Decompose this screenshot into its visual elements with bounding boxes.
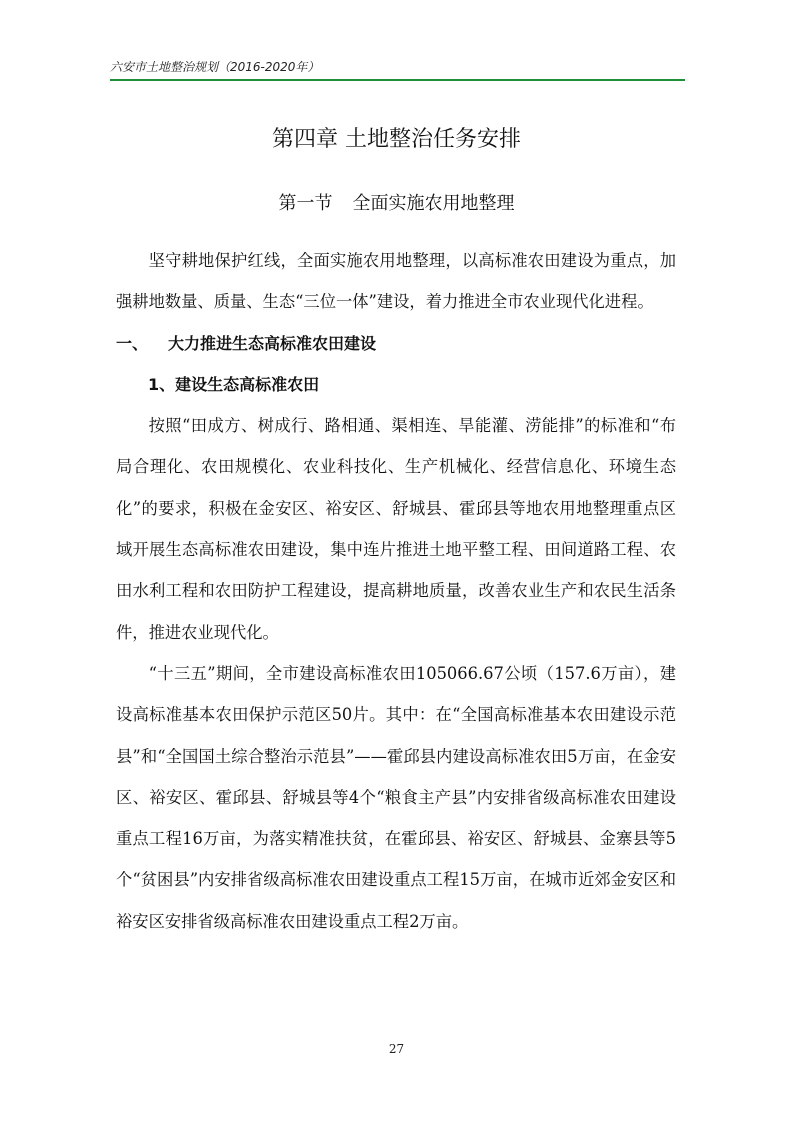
page-body	[116, 240, 676, 942]
chapter-title: 第四章 土地整治任务安排	[272, 127, 521, 152]
page-number: 27	[388, 1042, 405, 1056]
heading-level-2: 1、建设生态高标准农田	[148, 374, 320, 394]
body-paragraph-1: 按照“田成方、树成行、路相通、渠相连、旱能灌、涝能排”的标准和“布局合理化、农田规模化、农业科技化、生产机械化、经营信息化、环境生态化”的要求，积极在金安区、裕安区、舒城县、霍邱县等地农用地整理重点区域开展生态高标准农田建设，集中连片推进土地平整工程、田间道路工程、农田水利工程和农田防护工程建设，提高耕地质量，改善农业生产和农民生活条件，推进农业现代化。	[116, 416, 676, 642]
section-title	[0, 189, 793, 215]
section-number: 第一节	[278, 193, 333, 214]
running-header: 六安市土地整治规划（2016-2020年）	[110, 60, 320, 74]
heading-text: 大力推进生态高标准农田建设	[168, 333, 377, 353]
heading-number: 一、	[116, 333, 149, 353]
intro-paragraph: 坚守耕地保护红线，全面实施农用地整理，以高标准农田建设为重点，加强耕地数量、质量、生态“三位一体”建设，着力推进全市农业现代化进程。	[116, 251, 676, 312]
body-paragraph-2: “十三五”期间，全市建设高标准农田105066.67公顷（157.6万亩），建设高标准基本农田保护示范区50片。其中：在“全国高标准基本农田建设示范县”和“全国国土综合整治示范县”——霍邱县内建设高标准农田5万亩，在金安区、裕安区、霍邱县、舒城县等4个“粮食主产县”内安排省级高标准农田建设重点工程16万亩，为落实精准扶贫，在霍邱县、裕安区、舒城县、金寨县等5个“贫困县”内安排省级高标准农田建设重点工程15万亩，在城市近郊金安区和裕安区安排省级高标准农田建设重点工程2万亩。	[116, 663, 676, 931]
header-rule	[110, 79, 685, 81]
heading-level-1	[116, 323, 676, 364]
section-name: 全面实施农用地整理	[352, 193, 515, 214]
